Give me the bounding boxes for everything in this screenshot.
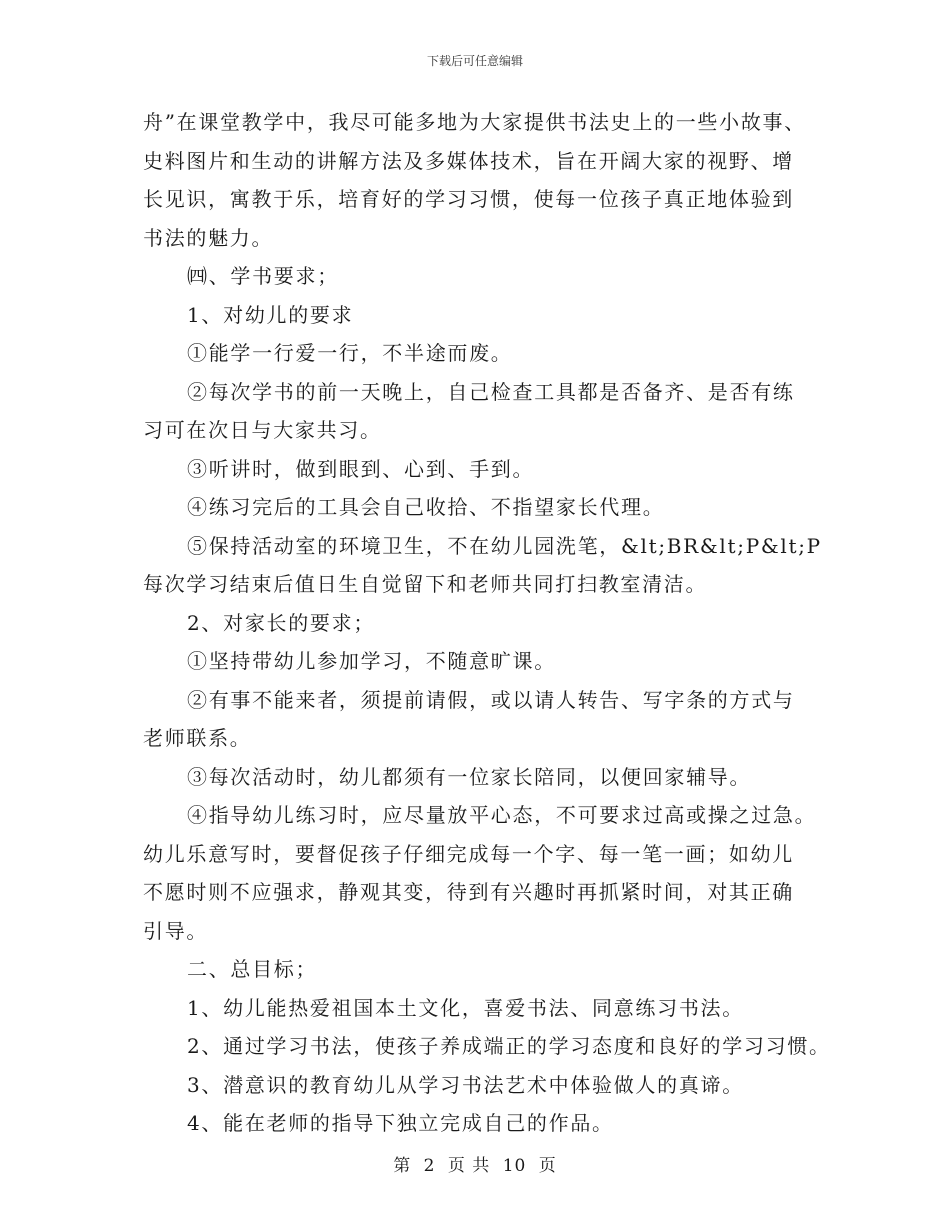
goal-item: 3、潜意识的教育幼儿从学习书法艺术中体验做人的真谛。 bbox=[187, 1072, 744, 1097]
list-item: ③听讲时，做到眼到、心到、手到。 bbox=[187, 456, 535, 481]
current-page-number: 2 bbox=[423, 1156, 436, 1176]
list-item: ②有事不能来者，须提前请假，或以请人转告、写字条的方式与 bbox=[187, 687, 795, 712]
list-item-continuation: 不愿时则不应强求，静观其变，待到有兴趣时再抓紧时间，对其正确 bbox=[143, 880, 794, 904]
list-item: ①能学一行爱一行，不半途而废。 bbox=[187, 341, 513, 365]
list-item-continuation: 幼儿乐意写时，要督促孩子仔细完成每一个字、每一笔一画；如幼儿 bbox=[143, 841, 794, 866]
list-item: ④练习完后的工具会自己收拾、不指望家长代理。 bbox=[187, 495, 665, 519]
list-item-continuation: 习可在次日与大家共习。 bbox=[143, 418, 382, 442]
list-item: ⑤保持活动室的环境卫生，不在幼儿园洗笔，&lt;BR&lt;P&lt;P bbox=[187, 533, 822, 558]
page-header bbox=[0, 53, 950, 69]
footer-middle: 页 共 bbox=[447, 1156, 491, 1176]
list-item: ③每次活动时，幼儿都须有一位家长陪同，以便回家辅导。 bbox=[187, 764, 752, 789]
goal-item: 4、能在老师的指导下独立完成自己的作品。 bbox=[187, 1111, 614, 1135]
list-item: ②每次学书的前一天晚上，自己检查工具都是否备齐、是否有练 bbox=[187, 379, 795, 404]
footer-prefix: 第 bbox=[393, 1156, 412, 1176]
goal-item: 1、幼儿能热爱祖国本土文化，喜爱书法、同意练习书法。 bbox=[187, 995, 744, 1020]
list-item: ①坚持带幼儿参加学习，不随意旷课。 bbox=[187, 649, 556, 673]
list-item-continuation: 老师联系。 bbox=[143, 726, 252, 750]
section-heading: ㈣、学书要求； bbox=[187, 264, 339, 288]
goal-item: 2、通过学习书法，使孩子养成端正的学习态度和良好的学习习惯。 bbox=[187, 1034, 831, 1058]
subsection-heading: 2、对家长的要求； bbox=[187, 610, 376, 635]
body-line: 长见识，寓教于乐，培育好的学习习惯，使每一位孩子真正地体验到 bbox=[143, 187, 794, 211]
list-item: ④指导幼儿练习时，应尽量放平心态，不可要求过高或操之过急。 bbox=[187, 803, 817, 827]
document-body bbox=[143, 103, 831, 1143]
total-page-count: 10 bbox=[502, 1156, 527, 1176]
footer-suffix: 页 bbox=[538, 1156, 557, 1176]
page-footer bbox=[0, 1154, 950, 1178]
body-line: 史料图片和生动的讲解方法及多媒体技术，旨在开阔大家的视野、增 bbox=[143, 148, 794, 173]
section-heading: 二、总目标； bbox=[187, 957, 318, 981]
body-line: 舟”在课堂教学中，我尽可能多地为大家提供书法史上的一些小故事、 bbox=[143, 110, 806, 134]
header-text: 下载后可任意编辑 bbox=[426, 54, 523, 68]
list-item-continuation: 引导。 bbox=[143, 918, 209, 943]
subsection-heading: 1、对幼儿的要求 bbox=[187, 302, 354, 327]
body-line: 书法的魅力。 bbox=[143, 225, 274, 250]
list-item-continuation: 每次学习结束后值日生自觉留下和老师共同打扫教室清洁。 bbox=[143, 572, 708, 596]
